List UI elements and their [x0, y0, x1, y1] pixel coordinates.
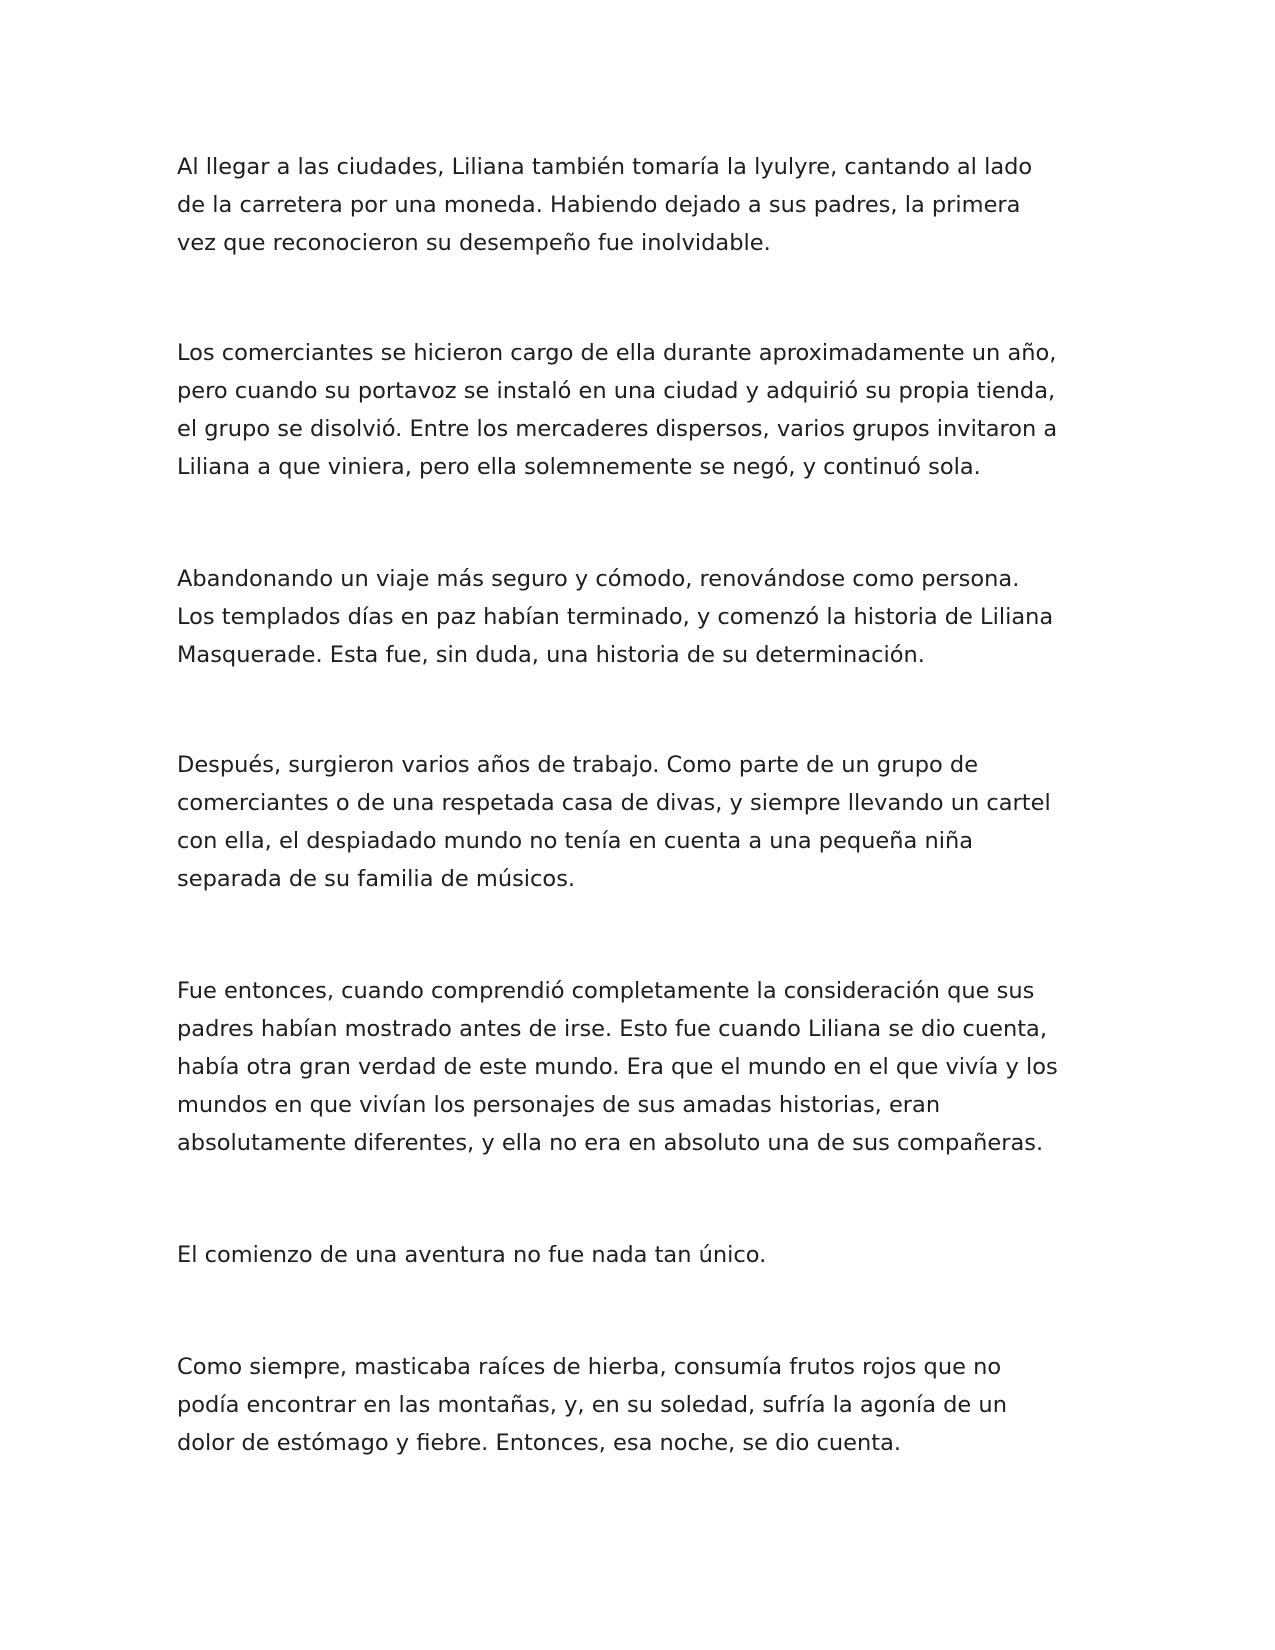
paragraph-2 — [177, 334, 1107, 486]
paragraph-line: Los comerciantes se hicieron cargo de ella durante aproximadamente un año, — [177, 340, 1057, 366]
paragraph-line: podía encontrar en las montañas, y, en su soledad, sufría la agonía de un — [177, 1392, 1007, 1418]
paragraph-line: Fue entonces, cuando comprendió completamente la consideración que sus — [177, 978, 1035, 1004]
paragraph-line: pero cuando su portavoz se instaló en una ciudad y adquirió su propia tienda, — [177, 378, 1056, 404]
paragraph-7 — [177, 1348, 1107, 1462]
paragraph-4 — [177, 746, 1107, 898]
paragraph-line: Abandonando un viaje más seguro y cómodo, renovándose como persona. — [177, 566, 1020, 592]
paragraph-line: Liliana a que viniera, pero ella solemnemente se negó, y continuó sola. — [177, 454, 981, 480]
paragraph-6 — [177, 1236, 1107, 1274]
paragraph-line: había otra gran verdad de este mundo. Era que el mundo en el que vivía y los — [177, 1054, 1058, 1080]
paragraph-line: separada de su familia de músicos. — [177, 866, 576, 892]
paragraph-line: padres habían mostrado antes de irse. Esto fue cuando Liliana se dio cuenta, — [177, 1016, 1047, 1042]
paragraph-line: vez que reconocieron su desempeño fue inolvidable. — [177, 230, 771, 256]
paragraph-line: de la carretera por una moneda. Habiendo dejado a sus padres, la primera — [177, 192, 1021, 218]
paragraph-line: mundos en que vivían los personajes de sus amadas historias, eran — [177, 1092, 941, 1118]
paragraph-line: Al llegar a las ciudades, Liliana también tomaría la lyulyre, cantando al lado — [177, 154, 1033, 180]
paragraph-line: el grupo se disolvió. Entre los mercaderes dispersos, varios grupos invitaron a — [177, 416, 1058, 442]
paragraph-line: comerciantes o de una respetada casa de divas, y siempre llevando un cartel — [177, 790, 1051, 816]
paragraph-line: con ella, el despiadado mundo no tenía en cuenta a una pequeña niña — [177, 828, 974, 854]
paragraph-1 — [177, 148, 1107, 262]
paragraph-3 — [177, 560, 1107, 674]
paragraph-line: Después, surgieron varios años de trabajo. Como parte de un grupo de — [177, 752, 979, 778]
paragraph-line: dolor de estómago y fiebre. Entonces, esa noche, se dio cuenta. — [177, 1430, 902, 1456]
paragraph-line: Masquerade. Esta fue, sin duda, una historia de su determinación. — [177, 642, 925, 668]
paragraph-line: Los templados días en paz habían terminado, y comenzó la historia de Liliana — [177, 604, 1054, 630]
paragraph-line: El comienzo de una aventura no fue nada tan único. — [177, 1242, 767, 1268]
paragraph-line: absolutamente diferentes, y ella no era en absoluto una de sus compañeras. — [177, 1130, 1044, 1156]
paragraph-line: Como siempre, masticaba raíces de hierba, consumía frutos rojos que no — [177, 1354, 1002, 1380]
paragraph-5 — [177, 972, 1107, 1162]
